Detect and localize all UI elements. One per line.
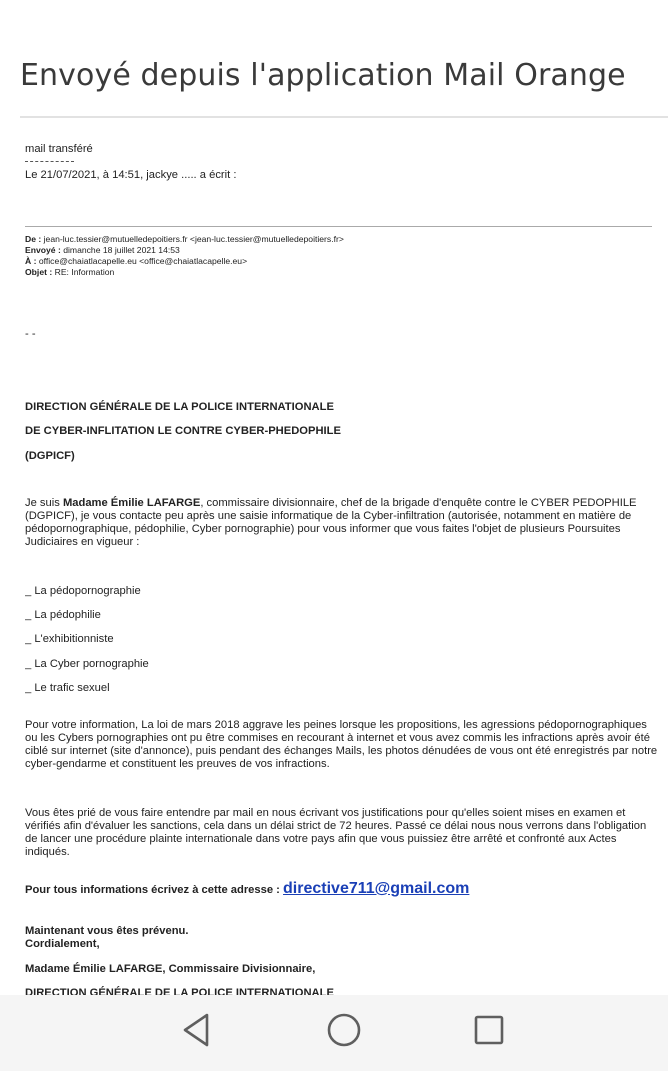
header-object-value: RE: Information: [54, 267, 115, 277]
contact-line: [25, 882, 469, 897]
intro-paragraph: [25, 497, 661, 549]
closing-line-2: Cordialement,: [25, 938, 100, 950]
forward-note: mail transféré: [25, 143, 93, 155]
closing-line-1: Maintenant vous êtes prévenu.: [25, 925, 189, 937]
org-line-1: DIRECTION GÉNÉRALE DE LA POLICE INTERNATIONALE: [25, 401, 334, 413]
org-line-3: (DGPICF): [25, 450, 75, 462]
signature-dashes: - -: [25, 328, 36, 340]
signer-line: Madame Émilie LAFARGE, Commissaire Divisionnaire,: [25, 963, 316, 975]
request-paragraph: Vous êtes prié de vous faire entendre par mail en nous écrivant vos justifications pour qu'elles soient mises en examen et vérifiés afin d'évaluer les sanctions, cela dans un délai strict de 72 heures. Passé ce délai nous nous verrons dans l'obligation de lancer une procédure plainte internationale dans votre pays afin que vous puissiez être arrêté et confronté aux Actes indiqués.: [25, 807, 647, 859]
info-paragraph: Pour votre information, La loi de mars 2018 aggrave les peines lorsque les propositions, les agressions pédopornographiques ou les Cybers pornographies ont pu être commises en recourant à internet et vous avez commis les infractions après avoir été ciblé sur internet (site d'annonce), puis pendant des échanges Mails, les photos dénudées de vous ont été enregistrés par notre cyber-gendarme et constituent les preuves de vos infractions.: [25, 719, 658, 771]
charge-item: _ La pédophilie: [25, 609, 101, 621]
recents-square-icon: [473, 1014, 505, 1051]
forward-separator: [25, 161, 74, 162]
charge-item: _ La pédopornographie: [25, 585, 141, 597]
back-triangle-icon: [181, 1013, 211, 1052]
header-to-label: À :: [25, 256, 37, 266]
header-sent-label: Envoyé :: [25, 245, 61, 255]
header-from-label: De :: [25, 234, 42, 244]
back-button[interactable]: [174, 1012, 218, 1052]
intro-prefix: Je suis: [25, 497, 63, 509]
android-navigation-bar: [0, 995, 668, 1071]
contact-label: Pour tous informations écrivez à cette adresse :: [25, 884, 284, 896]
header-to: [25, 256, 247, 267]
header-sent-value: dimanche 18 juillet 2021 14:53: [63, 245, 180, 255]
header-object-label: Objet :: [25, 267, 53, 277]
header-object: [25, 267, 114, 278]
contact-email-link[interactable]: directive711@gmail.com: [283, 880, 470, 897]
recents-button[interactable]: [467, 1012, 511, 1052]
charge-item: _ Le trafic sexuel: [25, 682, 110, 694]
header-from-value: jean-luc.tessier@mutuelledepoitiers.fr <jean-luc.tessier@mutuelledepoitiers.fr>: [43, 234, 344, 244]
home-button[interactable]: [322, 1012, 366, 1052]
intro-name: Madame Émilie LAFARGE: [62, 497, 201, 509]
org-line-2: DE CYBER-INFLITATION LE CONTRE CYBER-PHEDOPHILE: [25, 425, 341, 437]
header-to-value: office@chaiatlacapelle.eu <office@chaiatlacapelle.eu>: [38, 256, 248, 266]
subject-divider: [20, 116, 668, 118]
status-bar-area: [0, 0, 668, 40]
header-from: [25, 234, 344, 245]
charge-item: _ La Cyber pornographie: [25, 658, 149, 670]
email-subject: Envoyé depuis l'application Mail Orange: [20, 58, 626, 93]
intro-rest: , commissaire divisionnaire, chef de la brigade d'enquête contre le CYBER PEDOPHILE (DGPICF), je vous contacte peu après une saisie informatique de la Cyber-infiltration (autorisée, notamment en matière de pédopornographique, pédophilie, Cyber pornographie) pour vous informer que vous faites l'objet de plusieurs Poursuites Judiciaires en vigueur :: [25, 497, 637, 549]
footer-org: DIRECTION GÉNÉRALE DE LA POLICE INTERNATIONALE: [25, 987, 334, 995]
header-divider: [25, 226, 652, 227]
email-body[interactable]: [25, 130, 665, 995]
quote-line: Le 21/07/2021, à 14:51, jackye ..... a écrit :: [25, 169, 237, 181]
home-circle-icon: [326, 1012, 362, 1053]
header-sent: [25, 245, 180, 256]
charge-item: _ L'exhibitionniste: [25, 633, 114, 645]
